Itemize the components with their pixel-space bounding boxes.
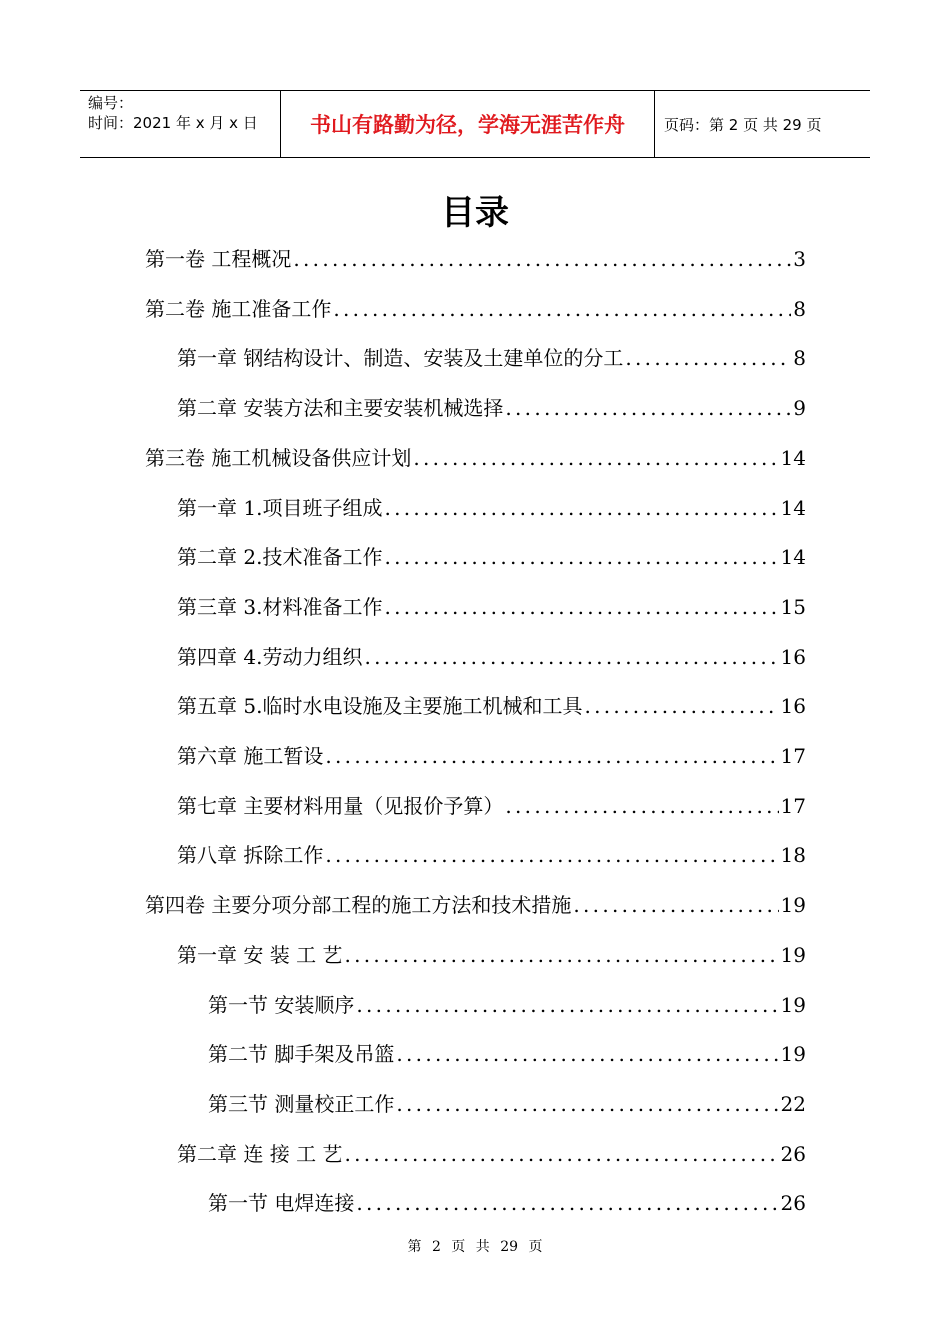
toc-entry-page: 8 (793, 296, 806, 321)
toc-dot-leader (293, 247, 791, 271)
toc-entry-label: 第四卷 主要分项分部工程的施工方法和技术措施 (145, 893, 572, 918)
toc-entry-page: 26 (780, 1191, 806, 1216)
toc-entry-page: 8 (793, 346, 806, 371)
toc-entry-label: 第五章 5.临时水电设施及主要施工机械和工具 (177, 694, 583, 719)
toc-entry[interactable] (177, 541, 806, 571)
toc-entry[interactable] (208, 1038, 806, 1068)
toc-entry-page: 14 (780, 495, 806, 520)
toc-dot-leader (384, 595, 778, 619)
toc-entry-page: 19 (780, 942, 806, 967)
toc-entry-label: 第一节 安装顺序 (208, 992, 355, 1017)
toc-dot-leader (356, 1191, 778, 1215)
toc-entry-page: 18 (780, 843, 806, 868)
toc-entry[interactable] (177, 790, 806, 820)
toc-entry-label: 第一章 1.项目班子组成 (177, 495, 383, 520)
toc-entry-page: 19 (780, 893, 806, 918)
toc-entry-page: 9 (793, 396, 806, 421)
toc-entry-label: 第二章 连 接 工 艺 (177, 1141, 343, 1166)
toc-entry-label: 第一节 电焊连接 (208, 1191, 355, 1216)
toc-entry[interactable] (177, 839, 806, 869)
toc-entry-page: 17 (780, 744, 806, 768)
toc-entry-label: 第二节 脚手架及吊篮 (208, 1042, 395, 1067)
toc-entry-page: 19 (780, 992, 806, 1017)
toc-entry[interactable] (177, 1138, 806, 1168)
document-time-label: 时间：2021 年 x 月 x 日 (88, 114, 258, 132)
toc-entry-page: 22 (780, 1091, 806, 1116)
toc-dot-leader (344, 1142, 778, 1166)
page-footer: 第 2 页 共 29 页 (407, 1239, 543, 1255)
toc-entry[interactable] (208, 1187, 806, 1217)
toc-entry-label: 第二章 2.技术准备工作 (177, 545, 383, 570)
toc-entry[interactable] (208, 1088, 806, 1118)
page-header (80, 90, 870, 158)
toc-entry-page: 3 (793, 247, 806, 271)
toc-dot-leader (356, 993, 778, 1017)
toc-dot-leader (325, 843, 778, 867)
toc-entry-label: 第七章 主要材料用量（见报价予算） (177, 793, 504, 818)
toc-entry-label: 第三节 测量校正工作 (208, 1091, 395, 1116)
toc-dot-leader (364, 645, 778, 669)
document-number-label: 编号： (88, 94, 134, 112)
toc-entry[interactable] (177, 392, 806, 422)
toc-dot-leader (333, 297, 791, 321)
toc-entry-label: 第三章 3.材料准备工作 (177, 594, 383, 619)
header-slogan-cell (281, 91, 655, 157)
toc-dot-leader (325, 744, 778, 768)
page-title: 目录 (441, 193, 509, 233)
toc-dot-leader (505, 794, 778, 818)
toc-entry[interactable] (177, 342, 806, 372)
toc-entry[interactable] (177, 591, 806, 621)
toc-entry-page: 16 (780, 644, 806, 669)
header-meta (80, 91, 281, 157)
toc-entry[interactable] (177, 740, 806, 770)
toc-entry[interactable] (208, 989, 806, 1019)
toc-dot-leader (584, 694, 778, 718)
header-page-info: 页码：第 2 页 共 29 页 (664, 115, 822, 134)
header-slogan: 书山有路勤为径，学海无涯苦作舟 (310, 112, 625, 137)
toc-entry[interactable] (177, 690, 806, 720)
toc-entry[interactable] (177, 492, 806, 522)
toc-entry[interactable] (145, 243, 806, 273)
toc-entry-label: 第八章 拆除工作 (177, 843, 324, 868)
toc-dot-leader (396, 1092, 778, 1116)
toc-entry[interactable] (145, 293, 806, 323)
toc-entry-label: 第二卷 施工准备工作 (145, 296, 332, 321)
toc-dot-leader (413, 446, 778, 470)
toc-entry[interactable] (145, 889, 806, 919)
toc-entry-label: 第六章 施工暂设 (177, 744, 324, 768)
toc-entry-page: 14 (780, 445, 806, 470)
toc-entry-label: 第四章 4.劳动力组织 (177, 644, 363, 669)
toc-entry-label: 第一卷 工程概况 (145, 247, 292, 271)
toc-dot-leader (384, 496, 778, 520)
toc-entry-label: 第三卷 施工机械设备供应计划 (145, 445, 412, 470)
toc-entry-page: 17 (780, 793, 806, 818)
toc-entry-page: 16 (780, 694, 806, 719)
toc-entry-page: 26 (780, 1141, 806, 1166)
toc-entry-page: 19 (780, 1042, 806, 1067)
toc-entry[interactable] (145, 442, 806, 472)
toc-dot-leader (396, 1042, 778, 1066)
toc-dot-leader (344, 943, 778, 967)
toc-entry[interactable] (177, 939, 806, 969)
toc-dot-leader (505, 396, 791, 420)
toc-dot-leader (625, 346, 791, 370)
toc-entry-page: 15 (780, 594, 806, 619)
toc-entry-label: 第二章 安装方法和主要安装机械选择 (177, 396, 504, 421)
toc-dot-leader (573, 893, 778, 917)
toc-dot-leader (384, 545, 778, 569)
toc-entry-label: 第一章 钢结构设计、制造、安装及土建单位的分工 (177, 346, 624, 371)
toc-entry-label: 第一章 安 装 工 艺 (177, 942, 343, 967)
toc-entry-page: 14 (780, 545, 806, 570)
toc-entry[interactable] (177, 641, 806, 671)
